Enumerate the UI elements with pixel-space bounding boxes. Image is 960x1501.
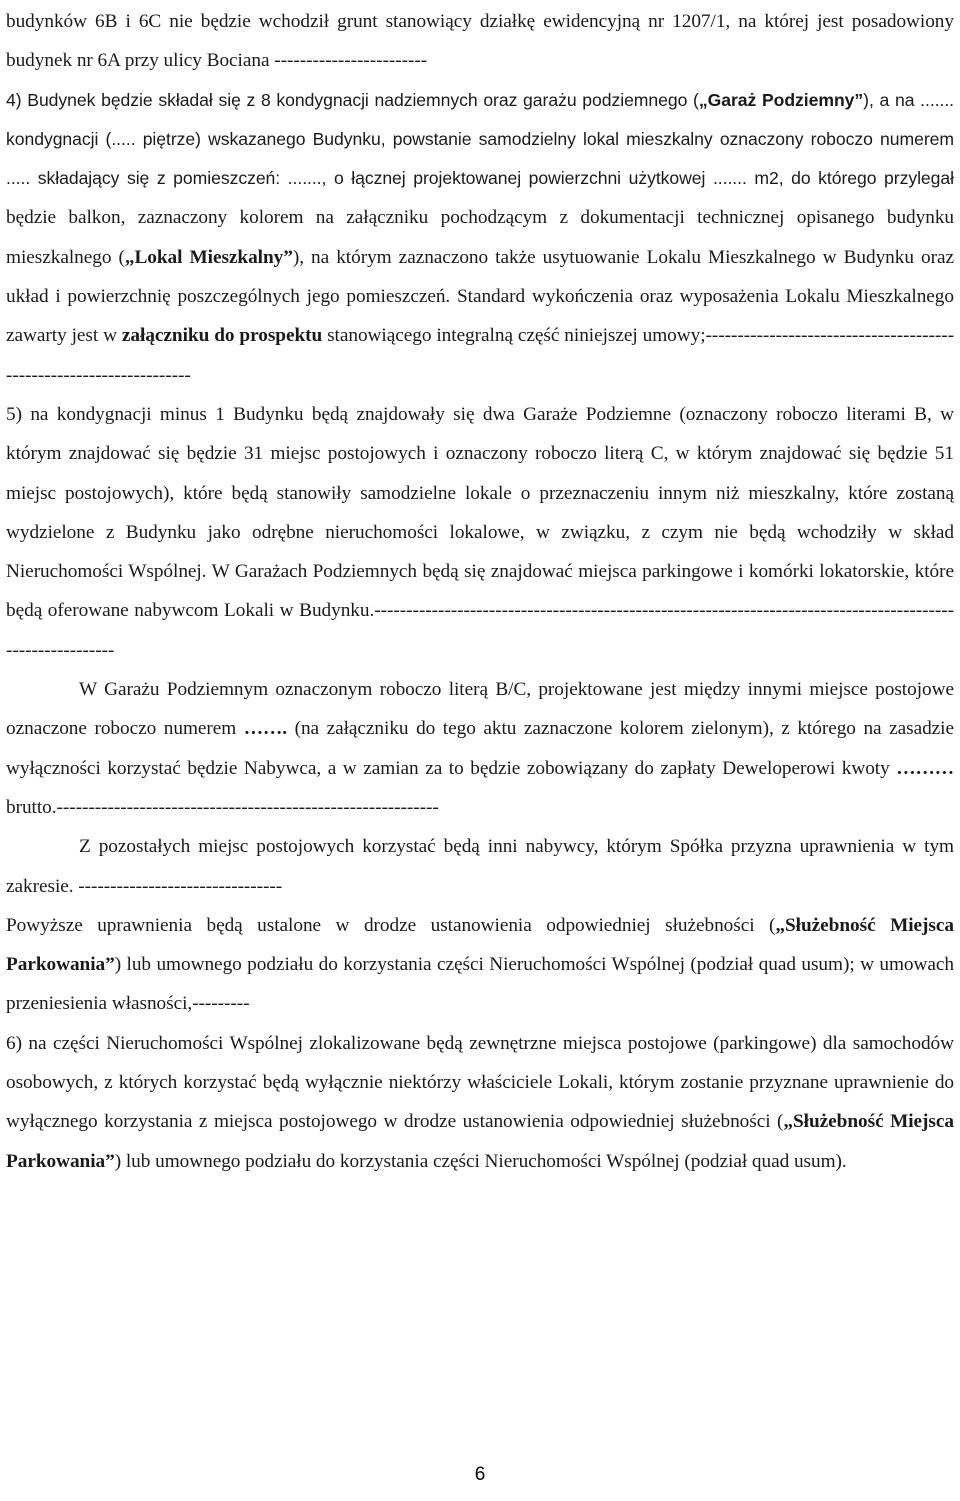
bold-term-unit: „Lokal Mieszkalny” xyxy=(124,246,293,268)
text-run xyxy=(699,90,863,110)
bold-placeholder-amount: ……… xyxy=(896,757,954,779)
bold-term-garage: „Garaż Podziemny” xyxy=(698,89,864,110)
text-run: ), na którym zaznaczono także usytuowanie Lokalu Mieszkalnego w Budynku oraz układ i powierzchnię poszczególnych jego pomieszczeń. Standard wykończenia oraz wyposażenia Lokalu Mieszkalnego zawarty jest w xyxy=(6,246,954,347)
text-run: ), a na ....... kondygnacji (..... piętrze) wskazanego Budynku, powstanie samodzielny lokal mieszkalny oznaczony roboczo numerem ..... składający się z pomieszczeń: ......., o łącznej projektowanej powierzchni użytkowej ....... m2, do którego przylegał xyxy=(6,89,955,189)
paragraph-other-spaces xyxy=(6,827,954,906)
paragraph-building-land xyxy=(6,2,954,81)
text-run: 5) na kondygnacji minus 1 Budynku będą znajdowały się dwa Garaże Podziemne (oznaczony roboczo literami B, w którym znajdować się będzie 31 miejsc postojowych i oznaczony roboczo literą C, w którym znajdować się będzie 51 miejsc postojowych), które będą stanowiły samodzielne lokale o przeznaczeniu innym niż mieszkalny, które zostaną wydzielone z Budynku jako odrębne nieruchomości lokalowe, w związku, z czym nie będą wchodziły w skład Nieruchomości Wspólnej. W Garażach Podziemnych będą się znajdować miejsca parkingowe i komórki lokatorskie, które będą oferowane nabywcom Lokali w Budynku.------------------------------------------------------------------------------------------------------------ xyxy=(6,403,954,661)
paragraph-4-residential-unit xyxy=(6,81,954,395)
page-number: 6 xyxy=(474,1464,486,1485)
paragraph-5-underground-garages xyxy=(6,395,954,670)
text-run: Powyższe uprawnienia będą ustalone w drodze ustanowienia odpowiedniej służebności ( xyxy=(6,914,776,936)
text-run: brutto.------------------------------------------------------------ xyxy=(6,796,439,818)
paragraph-6-external-parking xyxy=(6,1024,954,1181)
text-run: ) lub umownego podziału do korzystania części Nieruchomości Wspólnej (podział quad usum). xyxy=(114,1150,847,1172)
text-run: (na załączniku do tego aktu zaznaczone kolorem zielonym), z którego na zasadzie wyłączności korzystać będzie Nabywca, a w zamian za to będzie zobowiązany do zapłaty Deweloperowi kwoty xyxy=(6,718,954,779)
text-run: budynków 6B i 6C nie będzie wchodził grunt stanowiący działkę ewidencyjną nr 1207/1, na której jest posadowiony budynek nr 6A przy ulicy Bociana ------------------------ xyxy=(6,11,954,72)
bold-term-easement: „Służebność Miejsca Parkowania” xyxy=(6,914,954,976)
text-run: W Garażu Podziemnym oznaczonym roboczo literą B/C, projektowane jest między innymi miejsce postojowe oznaczone roboczo numerem xyxy=(6,679,954,740)
text-run: stanowiącego integralną część niniejszej umowy;-------------------------------------------------------------------- xyxy=(6,325,954,386)
paragraph-easement xyxy=(6,906,954,1024)
bold-term-attachment: załączniku do prospektu xyxy=(121,325,323,347)
bold-term-easement: „Służebność Miejsca Parkowania” xyxy=(6,1111,954,1172)
text-run: będzie balkon, zaznaczony kolorem na załączniku pochodzącym z dokumentacji technicznej opisanego budynku mieszkalnego ( xyxy=(6,207,954,268)
bold-placeholder-number: ……. xyxy=(243,718,288,740)
text-run: ) lub umownego podziału do korzystania części Nieruchomości Wspólnej (podział quad usum); w umowach przeniesienia własności,--------- xyxy=(6,954,954,1015)
text-run: 6) na części Nieruchomości Wspólnej zlokalizowane będą zewnętrzne miejsca postojowe (parkingowe) dla samochodów osobowych, z których korzystać będą wyłącznie niektórzy właściciele Lokali, którym zostanie przyznane uprawnienie do wyłącznego korzystania z miejsca postojowego w drodze ustanowienia odpowiedniej służebności ( xyxy=(6,1032,954,1133)
paragraph-parking-space xyxy=(6,670,954,827)
text-run: 4) Budynek będzie składał się z 8 kondygnacji nadziemnych oraz garażu podziemnego ( xyxy=(6,89,699,110)
text-run: Z pozostałych miejsc postojowych korzystać będą inni nabywcy, którym Spółka przyzna uprawnienia w tym zakresie. -------------------------------- xyxy=(6,836,954,897)
